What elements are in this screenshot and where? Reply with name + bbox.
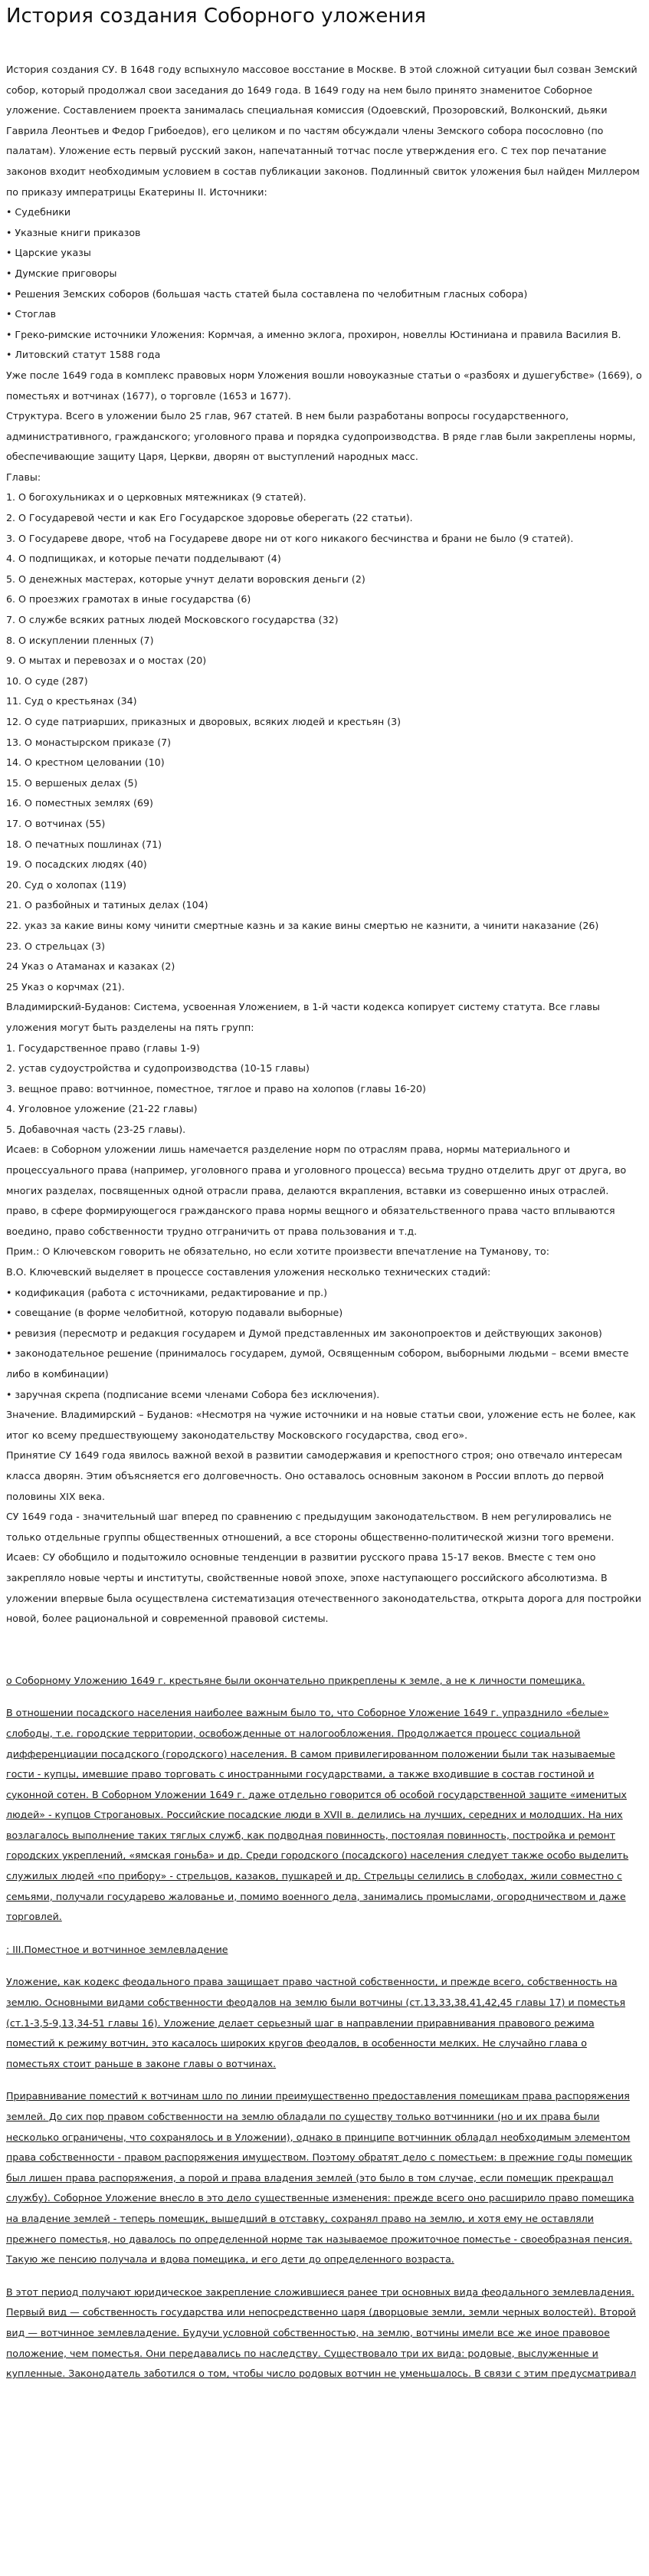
paragraph: 21. О разбойных и татиных делах (104) bbox=[6, 899, 208, 911]
paragraph: Прим.: О Ключевском говорить не обязательно, но если хотите произвести впечатление на Туманову, то: bbox=[6, 1245, 549, 1258]
paragraph: • совещание (в форме челобитной, которую подавали выборные) bbox=[6, 1307, 343, 1319]
linked-paragraph[interactable]: Уложение, как кодекс феодального права защищает право частной собственности, и прежде всего, собственность на землю. Основными видами собственности феодалов на землю были вотчины (ст.13,33,38,41,42,45 главы 17) и поместья (ст.1-3,5-9,13,34-51 главы 16). Уложение делает серьезный шаг в направлении приравнивания правового режима поместий к режиму вотчин, это касалось широких кругов феодалов, в особенности мелких. Не случайно глава о поместьях стоит раньше в законе главы о вотчинах. bbox=[6, 1976, 626, 2069]
paragraph: 24 Указ о Атаманах и казаках (2) bbox=[6, 960, 175, 973]
paragraph: СУ 1649 года - значительный шаг вперед по сравнению с предыдущим законодательством. В нем регулировались не только отдельные группы общественных отношений, а все стороны общественно-политической жизни того времени. bbox=[6, 1511, 615, 1543]
linked-section[interactable] bbox=[6, 1671, 643, 2384]
paragraph: 4. Уголовное уложение (21-22 главы) bbox=[6, 1103, 198, 1115]
paragraph-gap bbox=[6, 2074, 643, 2086]
paragraph: 20. Суд о холопах (119) bbox=[6, 878, 126, 891]
section-spacer bbox=[6, 1629, 643, 1671]
paragraph: Принятие СУ 1649 года явилось важной вехой в развитии самодержавия и крепостного строя; оно отвечало интересам класса дворян. Этим объясняется его долговечность. Оно оставалось основным законом в России вплоть до первой половины XIX века. bbox=[6, 1449, 623, 1502]
paragraph: • Литовский статут 1588 года bbox=[6, 349, 161, 361]
paragraph: 19. О посадских людях (40) bbox=[6, 858, 147, 871]
paragraph: • законодательное решение (принималось государем, думой, Освященным собором, выборными людьми – всеми вместе либо в комбинации) bbox=[6, 1347, 629, 1380]
page-title: История создания Соборного уложения bbox=[6, 5, 426, 28]
paragraph: Главы: bbox=[6, 471, 41, 483]
paragraph: 8. О искуплении пленных (7) bbox=[6, 634, 154, 646]
paragraph: Уже после 1649 года в комплекс правовых норм Уложения вошли новоуказные статьи о «разбоях и душегубстве» (1669), о поместьях и вотчинах (1677), о торговле (1653 и 1677). bbox=[6, 369, 642, 402]
paragraph: 25 Указ о корчмах (21). bbox=[6, 980, 125, 993]
paragraph-gap bbox=[6, 1960, 643, 1972]
paragraph: 5. О денежных мастерах, которые учнут делати воровския деньги (2) bbox=[6, 573, 365, 585]
paragraph: История создания СУ. В 1648 году вспыхнуло массовое восстание в Москве. В этой сложной ситуации был созван Земский собор, который продолжал свои заседания до 1649 года. В 1649 году на нем было принято знаменитое Соборное уложение. Составлением проекта занималась специальная комиссия (Одоевский, Прозоровский, Волконский, дьяки Гаврила Леонтьев и Федор Грибоедов), его целиком и по частям обсуждали члены Земского собора посословно (по палатам). Уложение есть первый русский закон, напечатанный тотчас после утверждения его. С тех пор печатание законов входит необходимым условием в состав публикации законов. Подлинный свиток уложения был найден Миллером по приказу императрицы Екатерины II. Источники: bbox=[6, 64, 640, 198]
paragraph: 9. О мытах и перевозах и о мостах (20) bbox=[6, 655, 207, 667]
paragraph: 1. О богохульниках и о церковных мятежниках (9 статей). bbox=[6, 491, 306, 504]
paragraph: 2. О Государевой чести и как Его Государское здоровье оберегать (22 статьи). bbox=[6, 512, 413, 524]
paragraph: 10. О суде (287) bbox=[6, 674, 88, 687]
paragraph-gap bbox=[6, 2270, 643, 2282]
paragraph-gap bbox=[6, 1928, 643, 1940]
paragraph: Структура. Всего в уложении было 25 глав, 967 статей. В нем были разработаны вопросы государственного, административного, гражданского; уголовного права и порядка судопроизводства. В ряде глав были закреплены нормы, обеспечивающие защиту Царя, Церкви, дворян от выступлений народных масс. bbox=[6, 410, 636, 463]
paragraph: 3. вещное право: вотчинное, поместное, тяглое и право на холопов (главы 16-20) bbox=[6, 1082, 426, 1094]
paragraph: • Решения Земских соборов (большая часть статей была составлена по челобитным гласных собора) bbox=[6, 287, 528, 300]
paragraph: 1. Государственное право (главы 1-9) bbox=[6, 1042, 200, 1054]
paragraph-gap bbox=[6, 1691, 643, 1703]
paragraph: Владимирский-Буданов: Система, усвоенная Уложением, в 1-й части кодекса копирует систему статута. Все главы уложения могут быть разделены на пять групп: bbox=[6, 1001, 600, 1033]
paragraph: 15. О вершеных делах (5) bbox=[6, 776, 138, 789]
paragraph: 6. О проезжих грамотах в иные государства (6) bbox=[6, 593, 251, 605]
linked-paragraph[interactable]: В этот период получают юридическое закрепление сложившиеся ранее три основных вида феодального землевладения. Первый вид — собственность государства или непосредственно царя (дворцовые земли, земли черных волостей). Второй вид — вотчинное землевладение. Будучи условной собственностью, на землю, вотчины имели все же иное правовое положение, чем поместья. Они передавались по наследству. Существовало три их вида: родовые, выслуженные и купленные. Законодатель заботился о том, чтобы число родовых вотчин не уменьшалось. В связи с этим предусматривал bbox=[6, 2286, 637, 2380]
paragraph: 7. О службе всяких ратных людей Московского государства (32) bbox=[6, 614, 339, 626]
paragraph: • Думские приговоры bbox=[6, 267, 117, 279]
paragraph: Значение. Владимирский – Буданов: «Несмотря на чужие источники и на новые статьи свои, уложение есть не более, как итог ко всему предшествующему законодательству Московского государства, свод его». bbox=[6, 1409, 636, 1441]
paragraph: • Греко-римские источники Уложения: Кормчая, а именно эклога, прохирон, новеллы Юстиниана и правила Василия В. bbox=[6, 328, 621, 340]
paragraph: 13. О монастырском приказе (7) bbox=[6, 736, 172, 748]
paragraph: • Судебники bbox=[6, 206, 71, 218]
paragraph: 12. О суде патриарших, приказных и дворовых, всяких людей и крестьян (3) bbox=[6, 716, 402, 727]
paragraph: • кодификация (работа с источниками, редактирование и пр.) bbox=[6, 1286, 327, 1298]
paragraph: 5. Добавочная часть (23-25 главы). bbox=[6, 1123, 186, 1135]
linked-paragraph[interactable]: Приравнивание поместий к вотчинам шло по линии преимущественно предоставления помещикам права распоряжения землей. До сих пор правом собственности на землю обладали по существу только вотчинники (но и их права были несколько ограничены, что сохранялось и в Уложении), однако в принципе вотчинник обладал необходимым элементом права собственности - правом распоряжения имуществом. Поэтому обратят дело с поместьем: в прежние годы помещик был лишен права распоряжения, а порой и права владения землей (это было в том случае, если помещик прекращал службу). Соборное Уложение внесло в это дело существенные изменения: прежде всего оно расширило право помещика на владение землей - теперь помещик, вышедший в отставку, сохранял право на землю, и хотя ему не оставляли прежнего поместья, но давалось по определенной норме так называемое прожиточное поместье - своеобразная пенсия. Такую же пенсию получала и вдова помещика, и его дети до определенного возраста. bbox=[6, 2090, 634, 2266]
linked-paragraph[interactable]: : III.Поместное и вотчинное землевладение bbox=[6, 1943, 228, 1955]
document-page bbox=[0, 3, 649, 2384]
paragraph: • заручная скрепа (подписание всеми членами Собора без исключения). bbox=[6, 1388, 380, 1400]
paragraph: 23. О стрельцах (3) bbox=[6, 940, 106, 952]
paragraph: • Царские указы bbox=[6, 247, 91, 259]
linked-paragraph[interactable]: В отношении посадского населения наиболее важным было то, что Соборное Уложение 1649 г. упразднило «белые» слободы, т.е. городские территории, освобожденные от налогообложения. Продолжается процесс социальной дифференциации посадского (городского) населения. В самом привилегированном положении были так называемые гости - купцы, имевшие право торговать с иностранными государствами, а также входившие в состав гостиной и суконной сотен. В Соборном Уложении 1649 г. даже отдельно говорится об особой государственной защите «именитых людей» - купцов Строгановых. Российские посадские люди в XVII в. делились на лучших, середних и молодших. На них возлагалось выполнение таких тяглых служб, как подводная повинность, постоялая повинность, постройка и ремонт городских укреплений, «ямская гоньба» и др. Среди городского (посадского) населения следует также особо выделить служилых людей «по прибору» - стрельцов, казаков, пушкарей и др. Стрельцы селились в слободах, жили совместно с семьями, получали государево жалованье и, помимо военного дела, занимались промыслами, огородничеством и даже торговлей. bbox=[6, 1707, 629, 1923]
paragraph: • ревизия (пересмотр и редакция государем и Думой представленных им законопроектов и действующих законов) bbox=[6, 1327, 602, 1339]
paragraph: 18. О печатных пошлинах (71) bbox=[6, 838, 162, 850]
paragraph: Исаев: в Соборном уложении лишь намечается разделение норм по отраслям права, нормы материального и процессуального права (например, уголовного права и уголовного процесса) весьма трудно отделить друг от друга, во многих разделах, посвященных одной отрасли права, делаются вкрапления, вставки из совершенно иных отраслей. право, в сфере формирующегося гражданского права нормы вещного и обязательственного права часто вплываются воедино, право собственности трудно отграничить от права пользования и т.д. bbox=[6, 1144, 627, 1237]
paragraph: • Стоглав bbox=[6, 308, 57, 320]
paragraph: • Указные книги приказов bbox=[6, 226, 141, 238]
paragraph: 2. устав судоустройства и судопроизводства (10-15 главы) bbox=[6, 1062, 310, 1075]
paragraph: 17. О вотчинах (55) bbox=[6, 817, 106, 829]
paragraph: 3. О Государеве дворе, чтоб на Государеве дворе ни от кого никакого бесчинства и брани не было (9 статей). bbox=[6, 532, 574, 544]
paragraph: 14. О крестном целовании (10) bbox=[6, 756, 165, 769]
paragraph: 16. О поместных землях (69) bbox=[6, 797, 153, 809]
paragraph: В.О. Ключевский выделяет в процессе составления уложения несколько технических стадий: bbox=[6, 1266, 491, 1278]
paragraph: 4. О подпищиках, и которые печати подделывают (4) bbox=[6, 553, 281, 565]
paragraph: Исаев: СУ обобщило и подытожило основные тенденции в развитии русского права 15-17 веков. Вместе с тем оно закрепляло новые черты и институты, свойственные новой эпохе, эпохе наступающего российского абсолютизма. В уложении впервые была осуществлена систематизация отечественного законодательства, открыта дорога для постройки новой, более рациональной и современной правовой системы. bbox=[6, 1551, 641, 1625]
linked-paragraph[interactable]: о Соборному Уложению 1649 г. крестьяне были окончательно прикреплены к земле, а не к личности помещика. bbox=[6, 1674, 585, 1686]
paragraph: 11. Суд о крестьянах (34) bbox=[6, 695, 137, 707]
article-body bbox=[6, 60, 643, 1629]
paragraph: 22. указ за какие вины кому чинити смертные казнь и за какие вины смертью не казнити, а чинити наказание (26) bbox=[6, 919, 599, 931]
